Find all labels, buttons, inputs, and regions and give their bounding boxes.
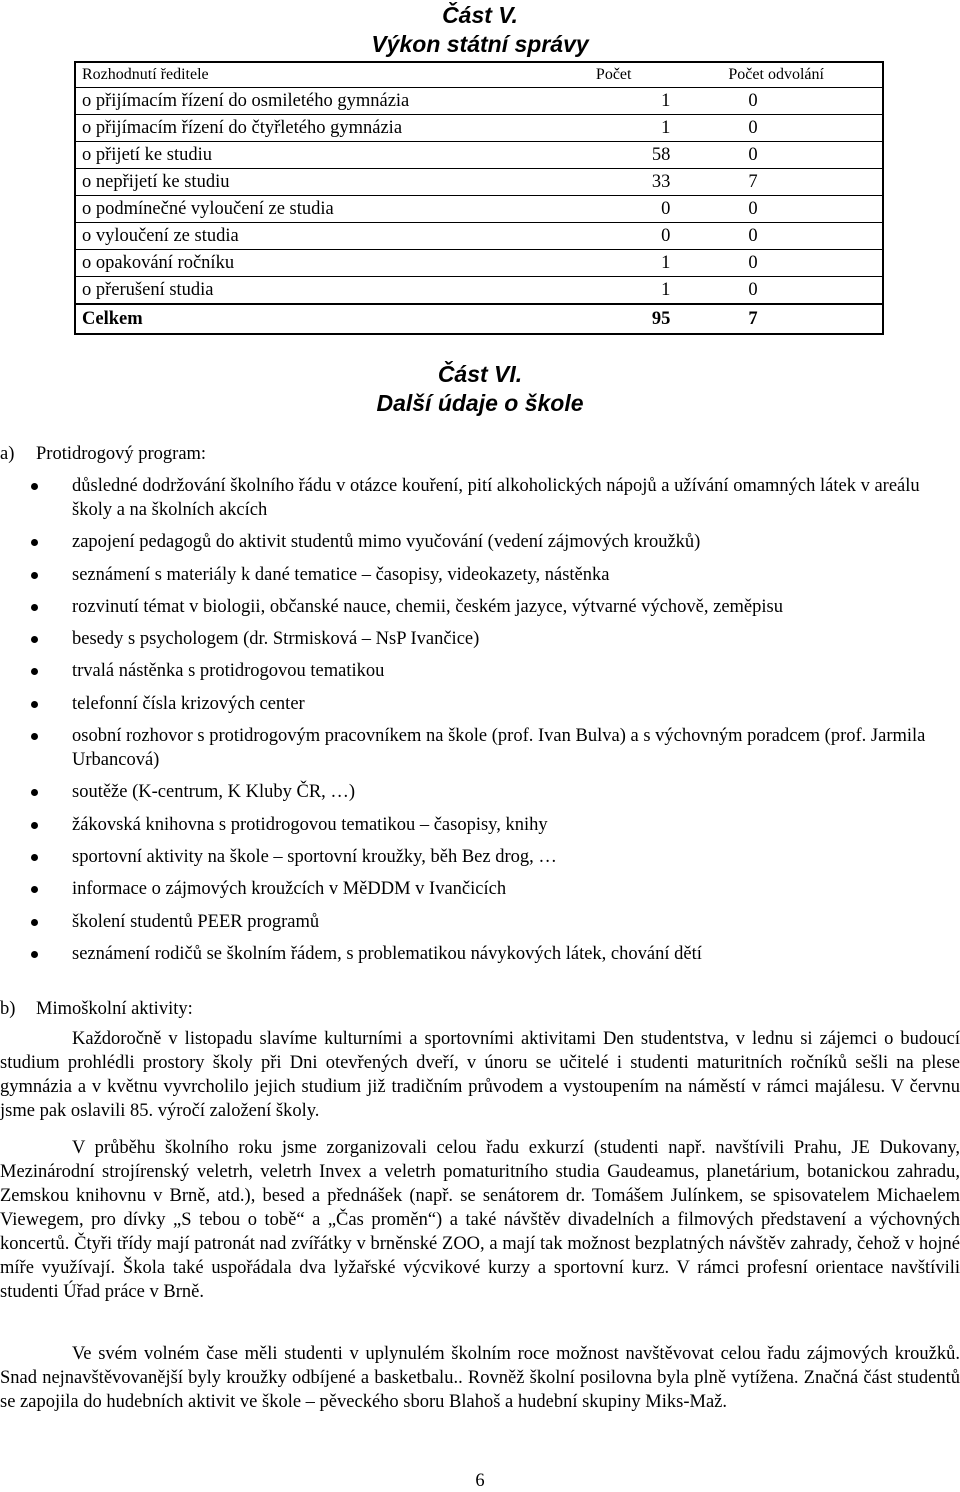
row-appeals: 0	[670, 196, 883, 223]
row-decision: o nepřijetí ke studiu	[75, 169, 557, 196]
bullet-icon	[31, 572, 38, 579]
section-a-label	[0, 442, 206, 466]
paragraph-3: Ve svém volném čase měli studenti v uplynulém školním roce možnost navštěvovat celou řadu zájmových kroužků. Snad nejnavštěvovanější byly kroužky odbíjené a basketbalu.. Rovněž školní posilovna byla plně vytížena. Značná část studentů se zapojila do hudebních aktivit ve škole – pěveckého sboru Blahoš a hudební skupiny Miks-Maž.	[0, 1344, 960, 1412]
bullet-icon	[31, 636, 38, 643]
row-count: 33	[557, 169, 670, 196]
row-count: 1	[557, 277, 670, 305]
header-decision: Rozhodnutí ředitele	[75, 62, 557, 88]
row-count: 0	[557, 223, 670, 250]
list-item-text: soutěže (K-centrum, K Kluby ČR, …)	[72, 782, 356, 803]
list-item-text: sportovní aktivity na škole – sportovní kroužky, běh Bez drog, …	[72, 846, 557, 867]
list-item	[0, 659, 960, 683]
list-item-text: trvalá nástěnka s protidrogovou tematikou	[72, 661, 385, 682]
table-row	[75, 115, 883, 142]
bullet-icon	[31, 604, 38, 611]
part-6-subtitle: Další údaje o škole	[376, 390, 584, 416]
header-count: Počet	[557, 62, 670, 88]
row-appeals: 0	[670, 223, 883, 250]
part-6-title: Část VI.	[437, 361, 523, 387]
list-item-text: rozvinutí témat v biologii, občanské nauce, chemii, českém jazyce, výtvarné výchově, zeměpisu	[72, 596, 783, 617]
list-item	[0, 877, 960, 901]
bullet-icon	[31, 822, 38, 829]
list-item	[0, 563, 960, 587]
part-6-heading	[0, 360, 960, 418]
list-item	[0, 780, 960, 804]
list-item	[0, 595, 960, 619]
list-item	[0, 942, 960, 966]
list-item-text: informace o zájmových kroužcích v MěDDM v Ivančicích	[72, 879, 507, 900]
table-row	[75, 196, 883, 223]
row-decision: o přijímacím řízení do osmiletého gymnázia	[75, 88, 557, 115]
row-decision: o podmínečné vyloučení ze studia	[75, 196, 557, 223]
total-appeals: 7	[670, 304, 883, 334]
bullet-icon	[31, 701, 38, 708]
list-item-text: osobní rozhovor s protidrogovým pracovníkem na škole (prof. Ivan Bulva) a s výchovným poradcem (prof. Jarmila Urbancová)	[72, 726, 926, 771]
row-count: 58	[557, 142, 670, 169]
drug-program-list	[0, 474, 960, 974]
bullet-icon	[31, 854, 38, 861]
part-5-title: Část V.	[442, 2, 518, 28]
bullet-icon	[31, 886, 38, 893]
list-item-text: besedy s psychologem (dr. Strmisková – NsP Ivančice)	[72, 629, 480, 650]
list-item	[0, 845, 960, 869]
bullet-icon	[31, 483, 38, 490]
table-row	[75, 277, 883, 305]
list-item-text: telefonní čísla krizových center	[72, 693, 305, 714]
bullet-icon	[31, 733, 38, 740]
paragraph-1: Každoročně v listopadu slavíme kulturními a sportovními aktivitami Den studentstva, v lednu si zájemci o budoucí studium prohlédli prostory školy při Dni otevřených dveří, v únoru se učitelé i studenti maturitních ročníků sešli na plese gymnázia a v květnu vyvrcholilo jejich studium již tradičním průvodem a vystoupením na náměstí v rámci majálesu. V červnu jsme pak oslavili 85. výročí založení školy.	[0, 1029, 960, 1121]
row-appeals: 0	[670, 250, 883, 277]
list-item	[0, 724, 960, 772]
list-item-text: seznámení rodičů se školním řádem, s problematikou návykových látek, chování dětí	[72, 943, 702, 964]
paragraph-2: V průběhu školního roku jsme zorganizovali celou řadu exkurzí (studenti např. navštívili Prahu, JE Dukovany, Mezinárodní strojírenský veletrh, veletrh Invex a veletrh pomaturitního studia Gaudeamus, planetárium, botanickou zahradu, Zemskou knihovnu v Brně, atd.), besed a přednášek (např. se senátorem dr. Tomášem Julínkem, se spisovatelem Michaelem Viewegem, pro dívky „S tebou o tobě“ a „Čas proměn“) a také návštěv divadelních a filmových představení a výchovných koncertů. Čtyři třídy mají patronát nad zvířátky v brněnské ZOO, a mají tak možnost bezplatných návštěv zahrady, čehož v hojné míře využívají. Škola také uspořádala dva lyžařské výcvikové kurzy a sportovní kurz. V rámci profesní orientace navštívili studenti Úřad práce v Brně.	[0, 1138, 960, 1302]
list-item-text: žákovská knihovna s protidrogovou tematikou – časopisy, knihy	[72, 814, 548, 835]
row-appeals: 0	[670, 277, 883, 305]
bullet-icon	[31, 668, 38, 675]
table-total-row	[75, 304, 883, 334]
list-item-text: školení studentů PEER programů	[72, 911, 320, 932]
table-row	[75, 250, 883, 277]
list-item	[0, 530, 960, 554]
row-appeals: 0	[670, 115, 883, 142]
part-5-subtitle: Výkon státní správy	[371, 31, 589, 57]
list-item	[0, 910, 960, 934]
row-decision: o přijímacím řízení do čtyřletého gymnázia	[75, 115, 557, 142]
total-count: 95	[557, 304, 670, 334]
row-count: 1	[557, 115, 670, 142]
row-decision: o opakování ročníku	[75, 250, 557, 277]
section-a-letter: a)	[0, 444, 15, 464]
row-decision: o přerušení studia	[75, 277, 557, 305]
list-item	[0, 474, 960, 522]
header-appeals: Počet odvolání	[670, 62, 883, 88]
bullet-icon	[31, 539, 38, 546]
list-item	[0, 813, 960, 837]
row-decision: o přijetí ke studiu	[75, 142, 557, 169]
list-item-text: seznámení s materiály k dané tematice – časopisy, videokazety, nástěnka	[72, 564, 610, 585]
total-label: Celkem	[75, 304, 557, 334]
page-number: 6	[475, 1471, 485, 1491]
row-appeals: 7	[670, 169, 883, 196]
row-appeals: 0	[670, 88, 883, 115]
list-item-text: zapojení pedagogů do aktivit studentů mimo vyučování (vedení zájmových kroužků)	[72, 532, 701, 553]
table-row	[75, 169, 883, 196]
list-item	[0, 627, 960, 651]
section-b-letter: b)	[0, 999, 16, 1019]
row-count: 0	[557, 196, 670, 223]
table-row	[75, 88, 883, 115]
table-header-row	[75, 62, 883, 88]
row-count: 1	[557, 88, 670, 115]
bullet-icon	[31, 951, 38, 958]
list-item-text: důsledné dodržování školního řádu v otázce kouření, pití alkoholických nápojů a užívání omamných látek v areálu školy a na školních akcích	[72, 476, 920, 520]
table-row	[75, 223, 883, 250]
list-item	[0, 692, 960, 716]
section-b-title: Mimoškolní aktivity:	[36, 999, 193, 1019]
row-appeals: 0	[670, 142, 883, 169]
decisions-table	[74, 61, 884, 335]
bullet-icon	[31, 789, 38, 796]
bullet-icon	[31, 919, 38, 926]
table-row	[75, 142, 883, 169]
section-a-title: Protidrogový program:	[36, 444, 207, 464]
row-decision: o vyloučení ze studia	[75, 223, 557, 250]
row-count: 1	[557, 250, 670, 277]
section-b-label	[0, 997, 193, 1021]
part-5-heading	[0, 1, 960, 59]
